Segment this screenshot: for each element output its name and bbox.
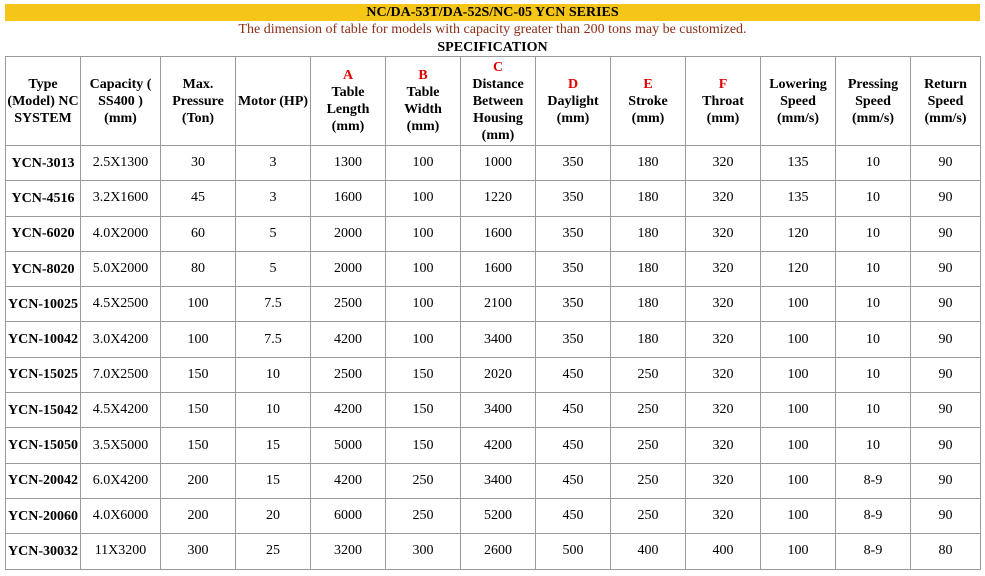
table-cell: 450 — [536, 463, 611, 498]
column-header-label: Capacity ( SS400 ) (mm) — [89, 76, 152, 126]
table-cell: 450 — [536, 357, 611, 392]
table-cell: 90 — [911, 322, 981, 357]
table-cell: 320 — [686, 498, 761, 533]
table-cell: 4.0X2000 — [81, 216, 161, 251]
table-cell: 100 — [386, 146, 461, 181]
table-cell: 7.5 — [236, 322, 311, 357]
column-header-label: Motor (HP) — [237, 93, 309, 109]
table-cell: 100 — [761, 393, 836, 428]
table-cell: 3400 — [461, 322, 536, 357]
table-cell: 80 — [911, 534, 981, 569]
table-cell: 4200 — [461, 428, 536, 463]
table-cell: 180 — [611, 146, 686, 181]
table-cell: 60 — [161, 216, 236, 251]
table-cell: 350 — [536, 251, 611, 286]
column-header-label: Type (Model) NC SYSTEM — [7, 76, 79, 126]
table-cell: 3200 — [311, 534, 386, 569]
table-cell: 10 — [836, 322, 911, 357]
specification-table — [5, 56, 981, 570]
table-cell: 10 — [836, 357, 911, 392]
table-cell: 30 — [161, 146, 236, 181]
model-cell: YCN-30032 — [6, 534, 81, 569]
dimension-letter: B — [418, 68, 428, 83]
table-cell: 120 — [761, 216, 836, 251]
table-cell: 180 — [611, 322, 686, 357]
table-cell: 5.0X2000 — [81, 251, 161, 286]
table-cell: 10 — [836, 428, 911, 463]
table-cell: 2500 — [311, 357, 386, 392]
column-header — [536, 57, 611, 146]
table-cell: 150 — [386, 393, 461, 428]
table-cell: 90 — [911, 428, 981, 463]
table-cell: 5 — [236, 216, 311, 251]
table-cell: 15 — [236, 428, 311, 463]
table-cell: 120 — [761, 251, 836, 286]
column-header — [461, 57, 536, 146]
model-cell: YCN-15050 — [6, 428, 81, 463]
table-cell: 10 — [236, 357, 311, 392]
table-cell: 8-9 — [836, 498, 911, 533]
column-header-label: Return Speed (mm/s) — [924, 76, 967, 126]
table-cell: 320 — [686, 463, 761, 498]
table-cell: 6000 — [311, 498, 386, 533]
dimension-letter: E — [643, 76, 653, 92]
table-cell: 6.0X4200 — [81, 463, 161, 498]
column-header — [311, 57, 386, 146]
table-cell: 250 — [611, 498, 686, 533]
table-cell: 100 — [761, 463, 836, 498]
table-cell: 1220 — [461, 181, 536, 216]
table-cell: 135 — [761, 181, 836, 216]
table-cell: 100 — [386, 287, 461, 322]
column-header-label: Pressing Speed (mm/s) — [847, 76, 899, 126]
model-cell: YCN-20042 — [6, 463, 81, 498]
table-cell: 4200 — [311, 322, 386, 357]
table-row — [6, 322, 981, 357]
table-cell: 4.0X6000 — [81, 498, 161, 533]
specification-heading: SPECIFICATION — [437, 40, 548, 55]
table-row — [6, 428, 981, 463]
table-cell: 3 — [236, 181, 311, 216]
table-cell: 450 — [536, 428, 611, 463]
table-row — [6, 216, 981, 251]
table-cell: 7.5 — [236, 287, 311, 322]
table-cell: 320 — [686, 322, 761, 357]
table-cell: 5200 — [461, 498, 536, 533]
table-cell: 320 — [686, 181, 761, 216]
column-header-label: Stroke (mm) — [628, 93, 668, 126]
table-cell: 320 — [686, 251, 761, 286]
table-cell: 90 — [911, 146, 981, 181]
table-cell: 135 — [761, 146, 836, 181]
table-cell: 90 — [911, 287, 981, 322]
model-cell: YCN-15042 — [6, 393, 81, 428]
table-cell: 1300 — [311, 146, 386, 181]
table-row — [6, 534, 981, 569]
table-cell: 150 — [161, 357, 236, 392]
table-cell: 150 — [161, 428, 236, 463]
column-header-label: Table Width (mm) — [404, 85, 442, 134]
table-cell: 8-9 — [836, 534, 911, 569]
table-header-row — [6, 57, 981, 146]
table-row — [6, 146, 981, 181]
table-cell: 250 — [611, 428, 686, 463]
table-cell: 1600 — [311, 181, 386, 216]
table-row — [6, 251, 981, 286]
table-cell: 80 — [161, 251, 236, 286]
table-body — [6, 146, 981, 570]
dimension-letter: C — [492, 59, 504, 75]
dimension-letter: F — [718, 76, 728, 92]
table-cell: 10 — [836, 216, 911, 251]
customization-note: The dimension of table for models with capacity greater than 200 tons may be customized. — [238, 22, 747, 37]
series-title: NC/DA-53T/DA-52S/NC-05 YCN SERIES — [5, 4, 980, 21]
table-cell: 320 — [686, 146, 761, 181]
table-cell: 2500 — [311, 287, 386, 322]
table-cell: 1000 — [461, 146, 536, 181]
table-cell: 180 — [611, 251, 686, 286]
table-cell: 3.2X1600 — [81, 181, 161, 216]
table-cell: 100 — [386, 251, 461, 286]
table-cell: 320 — [686, 357, 761, 392]
table-cell: 90 — [911, 393, 981, 428]
table-cell: 150 — [161, 393, 236, 428]
model-cell: YCN-8020 — [6, 251, 81, 286]
model-cell: YCN-10025 — [6, 287, 81, 322]
table-cell: 500 — [536, 534, 611, 569]
column-header-label: Max. Pressure (Ton) — [172, 76, 224, 126]
table-cell: 400 — [611, 534, 686, 569]
table-cell: 3400 — [461, 393, 536, 428]
table-cell: 320 — [686, 393, 761, 428]
table-cell: 320 — [686, 428, 761, 463]
table-row — [6, 287, 981, 322]
table-cell: 8-9 — [836, 463, 911, 498]
table-cell: 450 — [536, 498, 611, 533]
table-cell: 250 — [386, 463, 461, 498]
table-cell: 3.5X5000 — [81, 428, 161, 463]
model-cell: YCN-6020 — [6, 216, 81, 251]
table-cell: 2000 — [311, 251, 386, 286]
table-cell: 180 — [611, 216, 686, 251]
table-cell: 100 — [761, 428, 836, 463]
table-cell: 450 — [536, 393, 611, 428]
column-header-label: Throat (mm) — [702, 93, 744, 126]
table-cell: 15 — [236, 463, 311, 498]
table-cell: 2600 — [461, 534, 536, 569]
table-cell: 5 — [236, 251, 311, 286]
table-cell: 350 — [536, 181, 611, 216]
table-cell: 350 — [536, 287, 611, 322]
table-cell: 250 — [611, 393, 686, 428]
table-cell: 100 — [761, 322, 836, 357]
table-cell: 2100 — [461, 287, 536, 322]
table-row — [6, 498, 981, 533]
column-header — [6, 57, 81, 146]
column-header — [911, 57, 981, 146]
table-cell: 10 — [236, 393, 311, 428]
table-cell: 100 — [161, 322, 236, 357]
dimension-letter: D — [567, 76, 579, 92]
dimension-letter: A — [342, 68, 354, 83]
column-header — [236, 57, 311, 146]
table-cell: 200 — [161, 498, 236, 533]
column-header — [386, 57, 461, 146]
table-cell: 300 — [386, 534, 461, 569]
table-cell: 150 — [386, 357, 461, 392]
table-cell: 100 — [761, 287, 836, 322]
table-cell: 90 — [911, 357, 981, 392]
table-cell: 4.5X4200 — [81, 393, 161, 428]
table-cell: 100 — [761, 357, 836, 392]
table-cell: 90 — [911, 181, 981, 216]
table-cell: 10 — [836, 393, 911, 428]
table-cell: 1600 — [461, 216, 536, 251]
model-cell: YCN-20060 — [6, 498, 81, 533]
column-header — [161, 57, 236, 146]
table-cell: 150 — [386, 428, 461, 463]
table-cell: 2.5X1300 — [81, 146, 161, 181]
table-cell: 45 — [161, 181, 236, 216]
table-cell: 11X3200 — [81, 534, 161, 569]
table-cell: 2000 — [311, 216, 386, 251]
table-cell: 400 — [686, 534, 761, 569]
model-cell: YCN-3013 — [6, 146, 81, 181]
model-cell: YCN-10042 — [6, 322, 81, 357]
table-cell: 90 — [911, 498, 981, 533]
table-cell: 100 — [161, 287, 236, 322]
table-row — [6, 463, 981, 498]
column-header-label: Table Length (mm) — [326, 85, 370, 134]
table-cell: 10 — [836, 146, 911, 181]
table-cell: 180 — [611, 181, 686, 216]
table-cell: 5000 — [311, 428, 386, 463]
table-row — [6, 393, 981, 428]
table-cell: 180 — [611, 287, 686, 322]
table-cell: 100 — [761, 534, 836, 569]
table-cell: 350 — [536, 146, 611, 181]
table-cell: 350 — [536, 322, 611, 357]
column-header-label: Lowering Speed (mm/s) — [769, 76, 827, 126]
column-header-label: Daylight (mm) — [547, 93, 599, 126]
table-cell: 3.0X4200 — [81, 322, 161, 357]
table-cell: 2020 — [461, 357, 536, 392]
table-cell: 250 — [611, 357, 686, 392]
table-cell: 10 — [836, 181, 911, 216]
column-header-label: Distance Between Housing (mm) — [472, 76, 524, 143]
column-header — [611, 57, 686, 146]
table-cell: 300 — [161, 534, 236, 569]
table-cell: 1600 — [461, 251, 536, 286]
table-cell: 350 — [536, 216, 611, 251]
table-cell: 10 — [836, 251, 911, 286]
table-row — [6, 181, 981, 216]
table-cell: 200 — [161, 463, 236, 498]
table-cell: 250 — [611, 463, 686, 498]
table-cell: 90 — [911, 216, 981, 251]
column-header — [836, 57, 911, 146]
table-cell: 100 — [761, 498, 836, 533]
table-cell: 7.0X2500 — [81, 357, 161, 392]
table-cell: 320 — [686, 216, 761, 251]
model-cell: YCN-4516 — [6, 181, 81, 216]
column-header — [686, 57, 761, 146]
table-cell: 10 — [836, 287, 911, 322]
table-cell: 90 — [911, 463, 981, 498]
table-cell: 100 — [386, 216, 461, 251]
table-cell: 100 — [386, 322, 461, 357]
table-cell: 4200 — [311, 393, 386, 428]
column-header — [761, 57, 836, 146]
model-cell: YCN-15025 — [6, 357, 81, 392]
table-cell: 90 — [911, 251, 981, 286]
table-cell: 250 — [386, 498, 461, 533]
table-cell: 4.5X2500 — [81, 287, 161, 322]
table-cell: 25 — [236, 534, 311, 569]
table-cell: 20 — [236, 498, 311, 533]
table-cell: 320 — [686, 287, 761, 322]
table-row — [6, 357, 981, 392]
table-cell: 3 — [236, 146, 311, 181]
table-cell: 100 — [386, 181, 461, 216]
table-cell: 3400 — [461, 463, 536, 498]
table-cell: 4200 — [311, 463, 386, 498]
column-header — [81, 57, 161, 146]
